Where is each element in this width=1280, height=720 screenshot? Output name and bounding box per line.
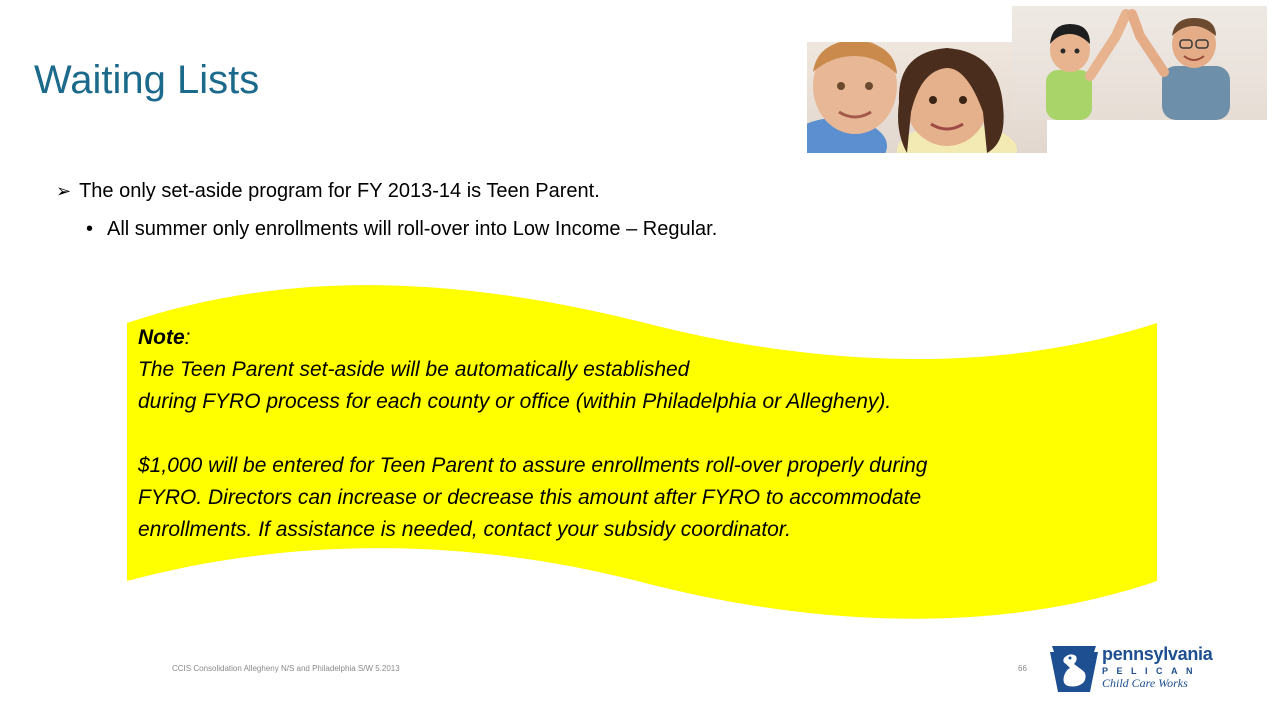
list-item (86, 214, 1056, 244)
bullet-text: All summer only enrollments will roll-over into Low Income – Regular. (107, 218, 718, 240)
dot-bullet-icon: • (86, 218, 94, 240)
note-line: enrollments. If assistance is needed, contact your subsidy coordinator. (138, 518, 791, 541)
note-line: The Teen Parent set-aside will be automatically established (138, 358, 690, 381)
note-heading: Note (138, 326, 185, 349)
page-number: 66 (1018, 664, 1027, 673)
note-spacer (138, 418, 1158, 450)
bullet-list (56, 176, 1056, 244)
logo-wordmark: pennsylvania (1102, 644, 1213, 664)
bullet-text: The only set-aside program for FY 2013-14 is Teen Parent. (79, 180, 600, 202)
page-title: Waiting Lists (34, 58, 260, 102)
children-photo-icon (807, 42, 1047, 153)
keystone-pelican-icon (1048, 644, 1100, 694)
note-line: during FYRO process for each county or office (within Philadelphia or Allegheny). (138, 390, 892, 413)
logo-pelican-letters: PELICAN (1102, 666, 1202, 676)
note-line: FYRO. Directors can increase or decrease this amount after FYRO to accommodate (138, 486, 922, 509)
note-heading-line (138, 322, 1158, 354)
high-five-photo-icon (1012, 6, 1267, 120)
note-text-block (138, 322, 1158, 546)
note-heading-colon: : (184, 326, 191, 349)
logo-subtitle: Child Care Works (1102, 676, 1188, 690)
note-line: $1,000 will be entered for Teen Parent to assure enrollments roll-over properly during (138, 454, 928, 477)
arrow-bullet-icon: ➢ (56, 181, 72, 201)
list-item (56, 176, 1056, 206)
pennsylvania-pelican-logo (1048, 644, 1228, 694)
footer-caption: CCIS Consolidation Allegheny N/S and Philadelphia S/W 5.2013 (172, 664, 400, 673)
